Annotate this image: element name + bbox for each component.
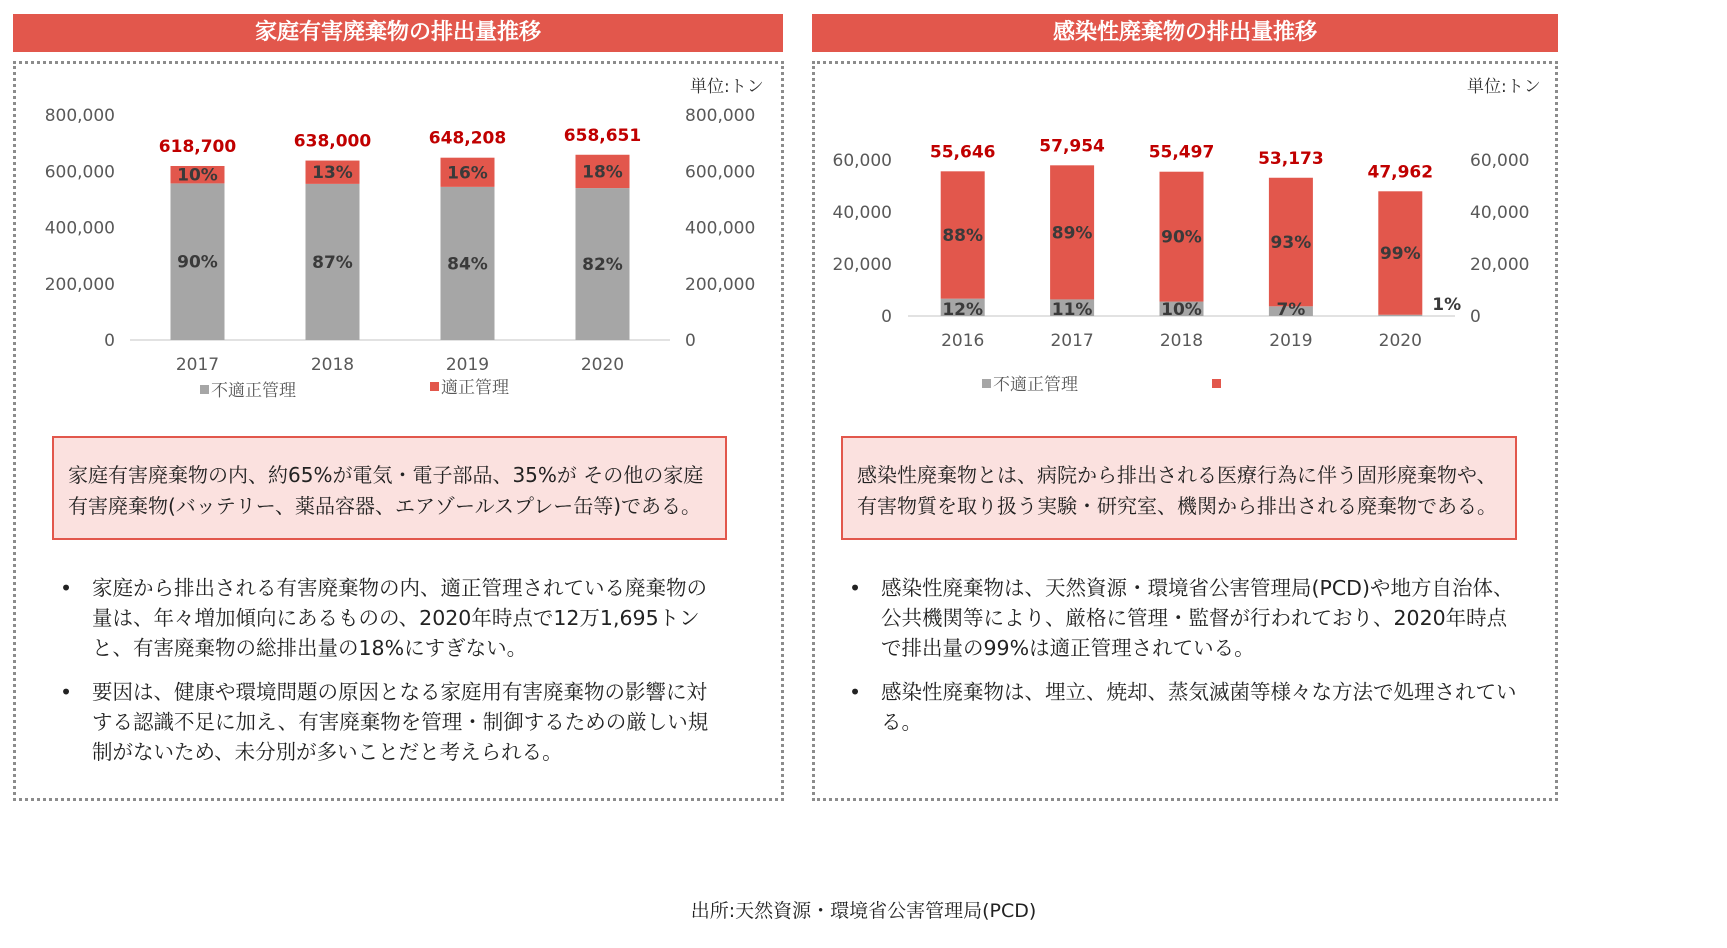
list-item (841, 573, 1517, 663)
total-value-label: 55,646 (929, 142, 996, 163)
x-tick-label: 2017 (175, 355, 220, 375)
y-tick-label-left: 0 (104, 331, 115, 351)
x-tick-label: 2020 (580, 355, 625, 375)
y-tick-label-right: 20,000 (1470, 255, 1530, 275)
bar-segment-improper (1378, 315, 1422, 316)
bullet-text: 要因は、健康や環境問題の原因となる家庭用有害廃棄物の影響に対する認識不足に加え、有害廃棄物を管理・制御するための厳しい規制がないため、未分別が多いことだと考えられる。 (92, 680, 709, 764)
right-bullet-list (841, 573, 1517, 751)
total-value-label: 47,962 (1367, 162, 1434, 183)
y-tick-label-left: 20,000 (832, 255, 892, 275)
total-value-label: 658,651 (563, 125, 642, 146)
right-note-text: 感染性廃棄物とは、病院から排出される医療行為に伴う固形廃棄物や、有害物質を取り扱う実験・研究室、機関から排出される廃棄物である。 (857, 463, 1497, 518)
total-value-label: 648,208 (428, 128, 507, 149)
bullet-text: 感染性廃棄物は、天然資源・環境省公害管理局(PCD)や地方自治体、公共機関等により、厳格に管理・監督が行われており、2020年時点で排出量の99%は適正管理されている。 (881, 576, 1514, 660)
total-value-label: 55,497 (1148, 142, 1215, 163)
x-tick-label: 2018 (310, 355, 355, 375)
bullet-text: 感染性廃棄物は、埋立、焼却、蒸気滅菌等様々な方法で処理されている。 (881, 680, 1517, 734)
y-tick-label-left: 0 (881, 307, 892, 327)
segment-percent-label: 12% (942, 300, 984, 320)
bullet-text: 家庭から排出される有害廃棄物の内、適正管理されている廃棄物の量は、年々増加傾向にあるものの、2020年時点で12万1,695トンと、有害廃棄物の総排出量の18%にすぎない。 (92, 576, 707, 660)
source-note: 出所:天然資源・環境省公害管理局(PCD) (690, 900, 1037, 922)
segment-percent-label: 16% (447, 163, 488, 184)
legend-swatch (200, 385, 209, 394)
list-item (841, 677, 1517, 737)
segment-percent-label: 87% (312, 252, 353, 273)
total-value-label: 638,000 (293, 131, 372, 152)
left-panel-title: 家庭有害廃棄物の排出量推移 (13, 14, 783, 52)
total-value-label: 618,700 (158, 136, 237, 157)
segment-percent-label: 82% (582, 255, 623, 276)
y-tick-label-left: 40,000 (832, 203, 892, 223)
y-tick-label-right: 60,000 (1470, 151, 1530, 171)
bullet-dot: • (60, 576, 73, 600)
segment-percent-label: 88% (942, 225, 984, 246)
x-tick-label: 2020 (1378, 331, 1422, 351)
y-tick-label-left: 400,000 (44, 218, 115, 239)
total-value-label: 57,954 (1039, 136, 1105, 157)
left-note-box (52, 436, 727, 540)
segment-percent-label: 90% (177, 252, 218, 273)
segment-percent-label: 84% (447, 254, 488, 275)
y-tick-label-right: 200,000 (685, 274, 756, 295)
x-tick-label: 2019 (1269, 331, 1313, 351)
legend-label: 適正管理 (441, 378, 509, 398)
x-tick-label: 2016 (941, 331, 985, 351)
x-tick-label: 2017 (1050, 331, 1094, 351)
segment-percent-label: 99% (1379, 244, 1421, 265)
total-value-label: 53,173 (1258, 148, 1324, 169)
segment-percent-label: 10% (1161, 300, 1202, 320)
segment-percent-label: 13% (312, 163, 353, 184)
x-tick-label: 2019 (445, 355, 490, 375)
legend-label: 不適正管理 (993, 375, 1078, 395)
list-item (52, 677, 727, 767)
left-bullet-list (52, 573, 727, 781)
segment-percent-label: 18% (582, 162, 623, 183)
segment-percent-label: 11% (1051, 300, 1093, 320)
y-tick-label-right: 40,000 (1470, 203, 1530, 223)
bullet-dot: • (849, 576, 862, 600)
segment-percent-label: 1% (1432, 295, 1462, 315)
y-tick-label-right: 0 (685, 331, 696, 351)
segment-percent-label: 90% (1161, 227, 1202, 248)
right-note-box (841, 436, 1517, 540)
right-chart (820, 95, 1550, 410)
legend-label: 不適正管理 (211, 381, 296, 401)
segment-percent-label: 89% (1051, 223, 1093, 244)
y-tick-label-right: 800,000 (685, 106, 756, 126)
list-item (52, 573, 727, 663)
legend-swatch (1212, 379, 1221, 388)
bullet-dot: • (849, 680, 862, 704)
y-tick-label-right: 600,000 (685, 162, 756, 183)
x-tick-label: 2018 (1159, 331, 1204, 351)
y-tick-label-left: 60,000 (832, 151, 892, 171)
bullet-dot: • (60, 680, 73, 704)
left-unit-label: 単位:トン (690, 77, 764, 97)
y-tick-label-right: 400,000 (685, 218, 756, 239)
segment-percent-label: 93% (1270, 233, 1312, 254)
legend-swatch (430, 382, 439, 391)
right-panel-title: 感染性廃棄物の排出量推移 (812, 14, 1558, 52)
segment-percent-label: 10% (177, 165, 218, 186)
y-tick-label-left: 200,000 (44, 274, 115, 295)
legend-swatch (982, 379, 991, 388)
y-tick-label-left: 800,000 (44, 106, 115, 126)
right-unit-label: 単位:トン (1467, 77, 1541, 97)
y-tick-label-left: 600,000 (44, 162, 115, 183)
y-tick-label-right: 0 (1470, 307, 1481, 327)
segment-percent-label: 7% (1276, 300, 1306, 320)
left-chart (20, 95, 780, 410)
left-note-text: 家庭有害廃棄物の内、約65%が電気・電子部品、35%が その他の家庭有害廃棄物(バッテリー、薬品容器、エアゾールスプレー缶等)である。 (68, 463, 704, 518)
